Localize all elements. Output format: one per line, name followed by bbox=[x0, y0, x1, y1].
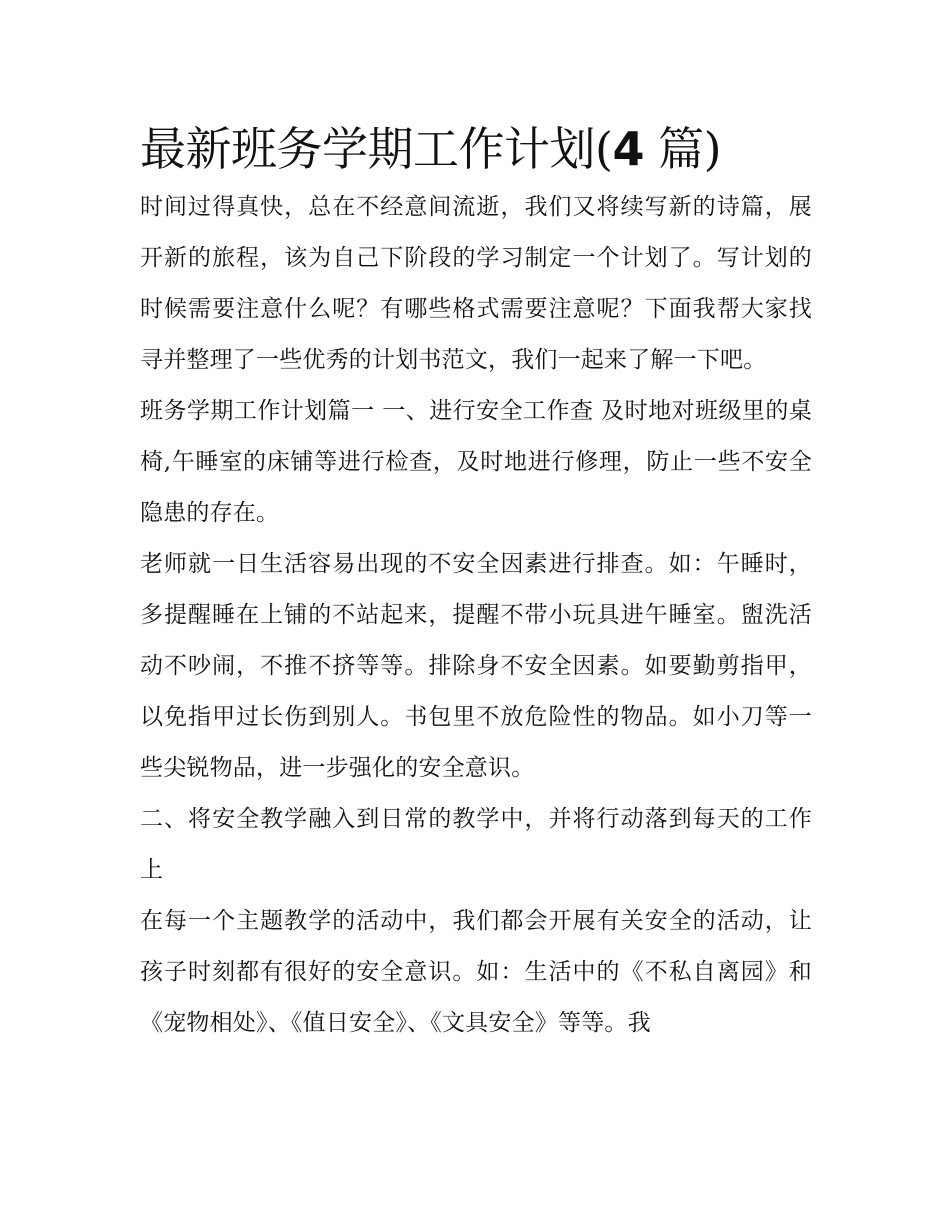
teaching-activity-paragraph: 在每一个主题教学的活动中，我们都会开展有关安全的活动，让孩子时刻都有很好的安全意识。如：生活中的《不私自离园》和《宠物相处》、《值日安全》、《文具安全》等等。我 bbox=[140, 908, 812, 1036]
safety-check-paragraph: 老师就一日生活容易出现的不安全因素进行排查。如：午睡时，多提醒睡在上铺的不站起来，提醒不带小玩具进午睡室。盥洗活动不吵闹，不推不挤等等。排除身不安全因素。如要勤剪指甲，以免指甲过长伤到别人。书包里不放危险性的物品。如小刀等一些尖锐物品，进一步强化的安全意识。 bbox=[140, 551, 812, 781]
intro-paragraph: 时间过得真快，总在不经意间流逝，我们又将续写新的诗篇，展开新的旅程，该为自己下阶段的学习制定一个计划了。写计划的时候需要注意什么呢？有哪些格式需要注意呢？下面我帮大家找寻并整理了一些优秀的计划书范文，我们一起来了解一下吧。 bbox=[140, 194, 812, 373]
title-main-text: 最新班务学期工作计划( bbox=[140, 122, 613, 176]
title-count: 4 bbox=[612, 122, 644, 176]
document-title bbox=[140, 118, 812, 180]
section-one-paragraph: 班务学期工作计划篇一 一、进行安全工作查 及时地对班级里的桌椅,午睡室的床铺等进行检查，及时地进行修理，防止一些不安全隐患的存在。 bbox=[140, 398, 812, 526]
title-end-text: 篇) bbox=[643, 122, 722, 176]
section-two-heading: 二、将安全教学融入到日常的教学中，并将行动落到每天的工作上 bbox=[140, 806, 812, 883]
